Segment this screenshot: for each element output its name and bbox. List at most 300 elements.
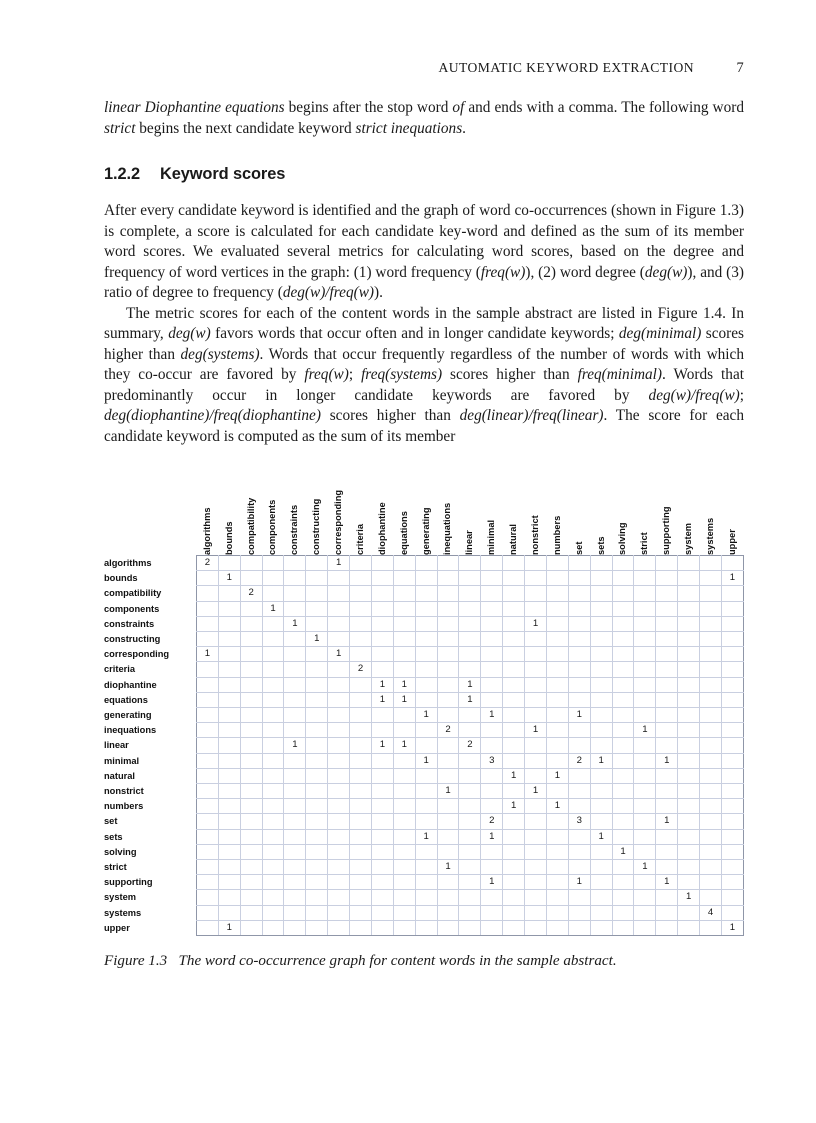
matrix-cell [503, 860, 525, 875]
matrix-cell [437, 677, 459, 692]
matrix-cell [459, 647, 481, 662]
figure-label: Figure 1.3 [104, 953, 168, 970]
matrix-cell [196, 708, 218, 723]
matrix-cell [721, 632, 743, 647]
matrix-col-header-label: minimal [486, 519, 497, 555]
matrix-col-header-label: algorithms [201, 507, 212, 555]
matrix-col-header-label: corresponding [333, 489, 344, 555]
matrix-cell [656, 860, 678, 875]
matrix-col-header [240, 481, 262, 556]
matrix-cell: 1 [481, 829, 503, 844]
matrix-cell [546, 814, 568, 829]
matrix-cell [656, 905, 678, 920]
matrix-cell [393, 860, 415, 875]
matrix-cell [678, 632, 700, 647]
matrix-row [104, 784, 744, 799]
matrix-cell [656, 890, 678, 905]
matrix-cell [525, 753, 547, 768]
matrix-cell [678, 829, 700, 844]
matrix-cell [634, 920, 656, 935]
matrix-cell [350, 738, 372, 753]
figure-caption-text: The word co-occurrence graph for content words in the sample abstract. [178, 953, 617, 970]
matrix-cell [525, 860, 547, 875]
matrix-cell [306, 784, 328, 799]
matrix-cell [612, 738, 634, 753]
matrix-cell [700, 768, 722, 783]
matrix-cell [218, 890, 240, 905]
matrix-cell [196, 890, 218, 905]
matrix-cell [634, 784, 656, 799]
matrix-cell [218, 875, 240, 890]
matrix-cell [437, 890, 459, 905]
matrix-cell: 1 [284, 616, 306, 631]
matrix-cell [721, 814, 743, 829]
matrix-cell [525, 738, 547, 753]
matrix-cell [656, 692, 678, 707]
matrix-cell [546, 753, 568, 768]
matrix-cell [568, 662, 590, 677]
matrix-cell [459, 890, 481, 905]
matrix-cell [700, 556, 722, 571]
matrix-row [104, 662, 744, 677]
matrix-cell [218, 738, 240, 753]
matrix-cell [196, 586, 218, 601]
matrix-cell [240, 753, 262, 768]
matrix-cell [634, 571, 656, 586]
matrix-cell [218, 723, 240, 738]
matrix-cell [350, 692, 372, 707]
matrix-cell: 1 [306, 632, 328, 647]
matrix-cell [656, 647, 678, 662]
matrix-cell [546, 708, 568, 723]
matrix-cell [503, 920, 525, 935]
matrix-cell [240, 768, 262, 783]
matrix-row [104, 616, 744, 631]
matrix-cell [459, 632, 481, 647]
matrix-cell [568, 632, 590, 647]
matrix-cell [721, 860, 743, 875]
matrix-row-label: minimal [104, 755, 140, 766]
matrix-cell: 1 [415, 708, 437, 723]
matrix-cell [371, 632, 393, 647]
matrix-cell [546, 844, 568, 859]
matrix-cell [721, 662, 743, 677]
matrix-cell [634, 829, 656, 844]
matrix-cell [612, 784, 634, 799]
matrix-cell [612, 662, 634, 677]
matrix-cell [393, 784, 415, 799]
matrix-cell [371, 890, 393, 905]
matrix-cell [700, 738, 722, 753]
page-content [104, 60, 744, 972]
matrix-cell: 1 [393, 738, 415, 753]
matrix-cell [262, 905, 284, 920]
matrix-cell [678, 860, 700, 875]
matrix-row [104, 556, 744, 571]
matrix-col-header [481, 481, 503, 556]
matrix-row-label: compatibility [104, 588, 162, 599]
matrix-row [104, 692, 744, 707]
matrix-cell [568, 890, 590, 905]
matrix-col-header-label: system [683, 522, 694, 555]
matrix-cell [634, 844, 656, 859]
matrix-cell [568, 586, 590, 601]
matrix-cell [634, 556, 656, 571]
matrix-cell: 1 [721, 571, 743, 586]
matrix-cell [240, 616, 262, 631]
matrix-cell [481, 586, 503, 601]
matrix-cell [437, 905, 459, 920]
matrix-cell [240, 723, 262, 738]
matrix-cell [240, 571, 262, 586]
matrix-cell [284, 692, 306, 707]
matrix-cell [196, 844, 218, 859]
matrix-cell [634, 616, 656, 631]
matrix-cell [546, 875, 568, 890]
matrix-row [104, 799, 744, 814]
matrix-cell [350, 571, 372, 586]
matrix-cell [525, 677, 547, 692]
matrix-cell [503, 677, 525, 692]
matrix-cell [612, 799, 634, 814]
matrix-col-header-label: strict [639, 532, 650, 555]
matrix-cell [481, 632, 503, 647]
matrix-col-header-label: solving [617, 522, 628, 555]
matrix-cell [218, 616, 240, 631]
matrix-cell [196, 905, 218, 920]
matrix-cell [481, 860, 503, 875]
matrix-row-label: set [104, 816, 118, 827]
matrix-cell [328, 890, 350, 905]
matrix-cell [262, 677, 284, 692]
matrix-cell [678, 784, 700, 799]
matrix-cell: 1 [415, 829, 437, 844]
matrix-cell [678, 814, 700, 829]
matrix-cell [546, 616, 568, 631]
matrix-cell [371, 601, 393, 616]
matrix-col-header-label: nonstrict [529, 515, 540, 555]
matrix-cell [721, 753, 743, 768]
matrix-cell [350, 647, 372, 662]
matrix-cell [437, 692, 459, 707]
matrix-cell [590, 738, 612, 753]
matrix-cell: 1 [590, 753, 612, 768]
matrix-row [104, 738, 744, 753]
matrix-col-header-label: bounds [223, 521, 234, 555]
matrix-cell [612, 753, 634, 768]
matrix-cell [262, 829, 284, 844]
matrix-cell [678, 920, 700, 935]
matrix-col-header [371, 481, 393, 556]
matrix-cell [503, 905, 525, 920]
matrix-cell [568, 556, 590, 571]
matrix-cell [196, 738, 218, 753]
matrix-col-header [459, 481, 481, 556]
matrix-cell [590, 920, 612, 935]
matrix-cell [568, 571, 590, 586]
matrix-cell [459, 784, 481, 799]
matrix-cell [306, 768, 328, 783]
matrix-col-header [503, 481, 525, 556]
matrix-cell [459, 799, 481, 814]
matrix-cell [656, 920, 678, 935]
matrix-cell [721, 799, 743, 814]
matrix-cell [678, 586, 700, 601]
matrix-row-label: inequations [104, 725, 157, 736]
matrix-cell [612, 875, 634, 890]
matrix-cell [590, 677, 612, 692]
matrix-cell [393, 875, 415, 890]
matrix-cell [503, 890, 525, 905]
matrix-cell [350, 799, 372, 814]
matrix-cell [350, 844, 372, 859]
matrix-row [104, 753, 744, 768]
matrix-cell [525, 768, 547, 783]
matrix-cell [590, 799, 612, 814]
matrix-cell [240, 844, 262, 859]
matrix-cell [415, 784, 437, 799]
matrix-cell [196, 616, 218, 631]
matrix-row-label: components [104, 603, 160, 614]
matrix-cell [415, 586, 437, 601]
matrix-row-label: constraints [104, 618, 155, 629]
matrix-col-header [656, 481, 678, 556]
matrix-cell [306, 571, 328, 586]
matrix-cell: 1 [634, 860, 656, 875]
matrix-cell [350, 601, 372, 616]
matrix-cell [262, 708, 284, 723]
matrix-cell [437, 753, 459, 768]
matrix-cell [306, 677, 328, 692]
figure-caption [104, 951, 744, 972]
matrix-cell [240, 601, 262, 616]
matrix-cell [284, 890, 306, 905]
matrix-col-header [590, 481, 612, 556]
matrix-cell [262, 753, 284, 768]
matrix-cell [393, 708, 415, 723]
matrix-cell [350, 784, 372, 799]
matrix-col-header [437, 481, 459, 556]
matrix-cell [721, 890, 743, 905]
matrix-cell [459, 662, 481, 677]
matrix-cell [459, 571, 481, 586]
matrix-cell [481, 677, 503, 692]
matrix-cell [371, 723, 393, 738]
matrix-row-label: bounds [104, 573, 138, 584]
matrix-cell [262, 738, 284, 753]
matrix-col-header [328, 481, 350, 556]
matrix-cell [240, 708, 262, 723]
matrix-cell [437, 844, 459, 859]
matrix-cell [328, 875, 350, 890]
matrix-cell [240, 692, 262, 707]
matrix-cell [481, 571, 503, 586]
matrix-cell [393, 844, 415, 859]
matrix-cell: 1 [656, 753, 678, 768]
matrix-cell [350, 860, 372, 875]
matrix-cell [328, 677, 350, 692]
matrix-col-header [678, 481, 700, 556]
matrix-cell: 2 [459, 738, 481, 753]
matrix-cell [218, 829, 240, 844]
matrix-cell [700, 632, 722, 647]
matrix-cell [393, 601, 415, 616]
matrix-cell [590, 556, 612, 571]
matrix-cell [700, 844, 722, 859]
matrix-cell [678, 677, 700, 692]
matrix-cell [306, 556, 328, 571]
matrix-row [104, 860, 744, 875]
matrix-row-label: diophantine [104, 679, 157, 690]
matrix-cell [306, 753, 328, 768]
matrix-cell [568, 723, 590, 738]
matrix-cell [721, 601, 743, 616]
matrix-cell [240, 556, 262, 571]
matrix-col-header [393, 481, 415, 556]
matrix-cell [634, 586, 656, 601]
matrix-cell [656, 844, 678, 859]
matrix-cell [393, 814, 415, 829]
matrix-cell [415, 632, 437, 647]
matrix-cell [371, 662, 393, 677]
matrix-cell: 1 [328, 556, 350, 571]
matrix-cell [240, 632, 262, 647]
paragraph-2: After every candidate keyword is identified and the graph of word co-occurrences (shown in Figure 1.3) is complete, a score is calculated for each candidate key-word and defined as the sum of its member word scores. We evaluated several metrics for calculating word scores, based on the degree and frequency of word vertices in the graph: (1) word frequency (freq(w)), (2) word degree (deg(w)), and (3) ratio of degree to frequency (deg(w)/freq(w)). [104, 202, 744, 301]
matrix-cell [525, 875, 547, 890]
matrix-cell [284, 723, 306, 738]
matrix-cell: 1 [284, 738, 306, 753]
matrix-cell [721, 784, 743, 799]
matrix-cell [218, 708, 240, 723]
matrix-row-label: constructing [104, 634, 161, 645]
matrix-cell [656, 738, 678, 753]
matrix-cell [590, 890, 612, 905]
matrix-cell [437, 647, 459, 662]
matrix-cell [328, 738, 350, 753]
matrix-cell [371, 784, 393, 799]
matrix-cell [656, 768, 678, 783]
matrix-cell [590, 768, 612, 783]
matrix-cell [678, 571, 700, 586]
matrix-row-label: linear [104, 740, 129, 751]
matrix-col-header [218, 481, 240, 556]
matrix-cell [218, 768, 240, 783]
matrix-col-header [525, 481, 547, 556]
matrix-cell [218, 844, 240, 859]
matrix-cell [240, 905, 262, 920]
matrix-cell [350, 556, 372, 571]
matrix-cell [481, 601, 503, 616]
matrix-cell [196, 571, 218, 586]
matrix-cell [481, 784, 503, 799]
matrix-cell [393, 905, 415, 920]
matrix-cell [612, 723, 634, 738]
matrix-cell [371, 875, 393, 890]
matrix-cell [721, 905, 743, 920]
matrix-cell [568, 677, 590, 692]
matrix-cell [634, 875, 656, 890]
matrix-row [104, 677, 744, 692]
matrix-cell [634, 601, 656, 616]
matrix-cell [437, 556, 459, 571]
matrix-cell [240, 799, 262, 814]
matrix-cell [590, 601, 612, 616]
matrix-cell [437, 708, 459, 723]
matrix-cell [393, 829, 415, 844]
matrix-cell [546, 692, 568, 707]
matrix-cell [393, 616, 415, 631]
matrix-col-header-label: systems [704, 517, 715, 555]
matrix-cell [350, 723, 372, 738]
matrix-cell [371, 768, 393, 783]
matrix-cell [393, 723, 415, 738]
matrix-cell [415, 920, 437, 935]
matrix-cell [284, 571, 306, 586]
matrix-cell: 1 [459, 677, 481, 692]
matrix-cell [306, 799, 328, 814]
matrix-cell: 3 [568, 814, 590, 829]
matrix-cell [328, 860, 350, 875]
matrix-cell [700, 799, 722, 814]
matrix-cell [503, 784, 525, 799]
matrix-cell [393, 753, 415, 768]
matrix-cell [481, 616, 503, 631]
matrix-cell [546, 662, 568, 677]
matrix-cell [481, 905, 503, 920]
matrix-cell [481, 692, 503, 707]
matrix-row [104, 905, 744, 920]
matrix-cell [700, 601, 722, 616]
matrix-cell [612, 692, 634, 707]
matrix-cell [240, 738, 262, 753]
matrix-cell [415, 677, 437, 692]
matrix-cell [459, 814, 481, 829]
matrix-cell [262, 844, 284, 859]
matrix-cell [612, 647, 634, 662]
matrix-cell [634, 768, 656, 783]
matrix-cell [503, 632, 525, 647]
matrix-cell [284, 784, 306, 799]
matrix-cell [678, 875, 700, 890]
matrix-cell [459, 556, 481, 571]
matrix-col-header-label: criteria [354, 523, 365, 555]
matrix-cell [503, 723, 525, 738]
matrix-cell: 1 [568, 875, 590, 890]
matrix-cell [590, 875, 612, 890]
matrix-cell [590, 647, 612, 662]
matrix-cell [240, 677, 262, 692]
matrix-row-label: nonstrict [104, 786, 144, 797]
matrix-cell [306, 920, 328, 935]
matrix-cell [634, 890, 656, 905]
matrix-cell [525, 844, 547, 859]
matrix-cell: 1 [218, 571, 240, 586]
matrix-cell [371, 556, 393, 571]
matrix-row-label: criteria [104, 664, 136, 675]
matrix-cell [306, 860, 328, 875]
matrix-cell [218, 814, 240, 829]
matrix-cell [459, 920, 481, 935]
matrix-row-label: algorithms [104, 558, 152, 568]
matrix-cell [393, 662, 415, 677]
matrix-cell [656, 556, 678, 571]
matrix-cell [262, 692, 284, 707]
matrix-cell [546, 920, 568, 935]
matrix-cell: 1 [371, 738, 393, 753]
matrix-row [104, 920, 744, 935]
matrix-cell [371, 860, 393, 875]
running-head [104, 60, 744, 77]
